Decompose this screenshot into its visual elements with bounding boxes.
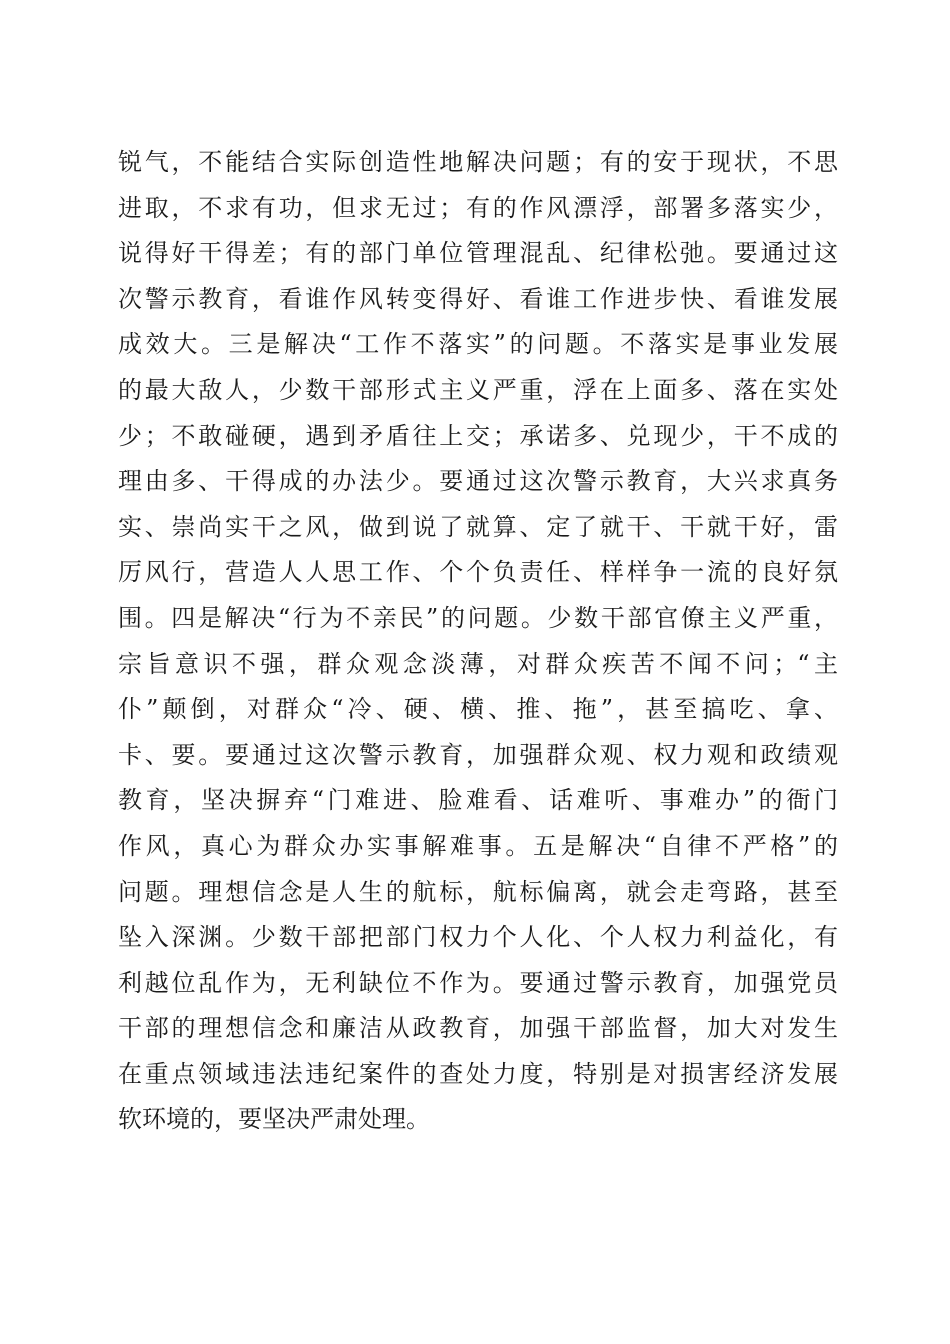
text-line: 的最大敌人，少数干部形式主义严重，浮在上面多、落在实处 bbox=[118, 375, 838, 404]
text-line: 实、崇尚实干之风，做到说了就算、定了就干、干就干好，雷 bbox=[118, 512, 838, 541]
text-line: 锐气，不能结合实际创造性地解决问题；有的安于现状，不思 bbox=[118, 148, 838, 176]
text-line: 宗旨意识不强，群众观念淡薄，对群众疾苦不闻不问；“主 bbox=[118, 649, 838, 678]
text-line: 干部的理想信念和廉洁从政教育，加强干部监督，加大对发生 bbox=[118, 1014, 838, 1043]
text-line: 理由多、干得成的办法少。要通过这次警示教育，大兴求真务 bbox=[118, 467, 838, 496]
text-line: 卡、要。要通过这次警示教育，加强群众观、权力观和政绩观 bbox=[118, 740, 838, 769]
text-line: 在重点领域违法违纪案件的查处力度，特别是对损害经济发展 bbox=[118, 1059, 838, 1088]
text-line: 问题。理想信念是人生的航标，航标偏离，就会走弯路，甚至 bbox=[118, 877, 838, 906]
text-line: 作风，真心为群众办实事解难事。五是解决“自律不严格”的 bbox=[118, 831, 838, 860]
text-line: 进取，不求有功，但求无过；有的作风漂浮，部署多落实少， bbox=[118, 193, 838, 222]
text-line: 利越位乱作为，无利缺位不作为。要通过警示教育，加强党员 bbox=[118, 968, 838, 997]
text-line: 次警示教育，看谁作风转变得好、看谁工作进步快、看谁发展 bbox=[118, 284, 838, 313]
body-paragraph bbox=[118, 140, 838, 1143]
text-line: 坠入深渊。少数干部把部门权力个人化、个人权力利益化，有 bbox=[118, 923, 838, 952]
text-line-last: 软环境的，要坚决严肃处理。 bbox=[118, 1105, 430, 1134]
text-line: 说得好干得差；有的部门单位管理混乱、纪律松弛。要通过这 bbox=[118, 239, 838, 268]
text-line: 围。四是解决“行为不亲民”的问题。少数干部官僚主义严重， bbox=[118, 603, 838, 632]
text-line: 成效大。三是解决“工作不落实”的问题。不落实是事业发展 bbox=[118, 330, 838, 359]
text-line: 仆”颠倒，对群众“冷、硬、横、推、拖”，甚至搞吃、拿、 bbox=[118, 695, 838, 724]
text-line: 教育，坚决摒弃“门难进、脸难看、话难听、事难办”的衙门 bbox=[118, 786, 838, 815]
text-line: 厉风行，营造人人思工作、个个负责任、样样争一流的良好氛 bbox=[118, 558, 838, 587]
text-line: 少；不敢碰硬，遇到矛盾往上交；承诺多、兑现少，干不成的 bbox=[118, 421, 838, 450]
